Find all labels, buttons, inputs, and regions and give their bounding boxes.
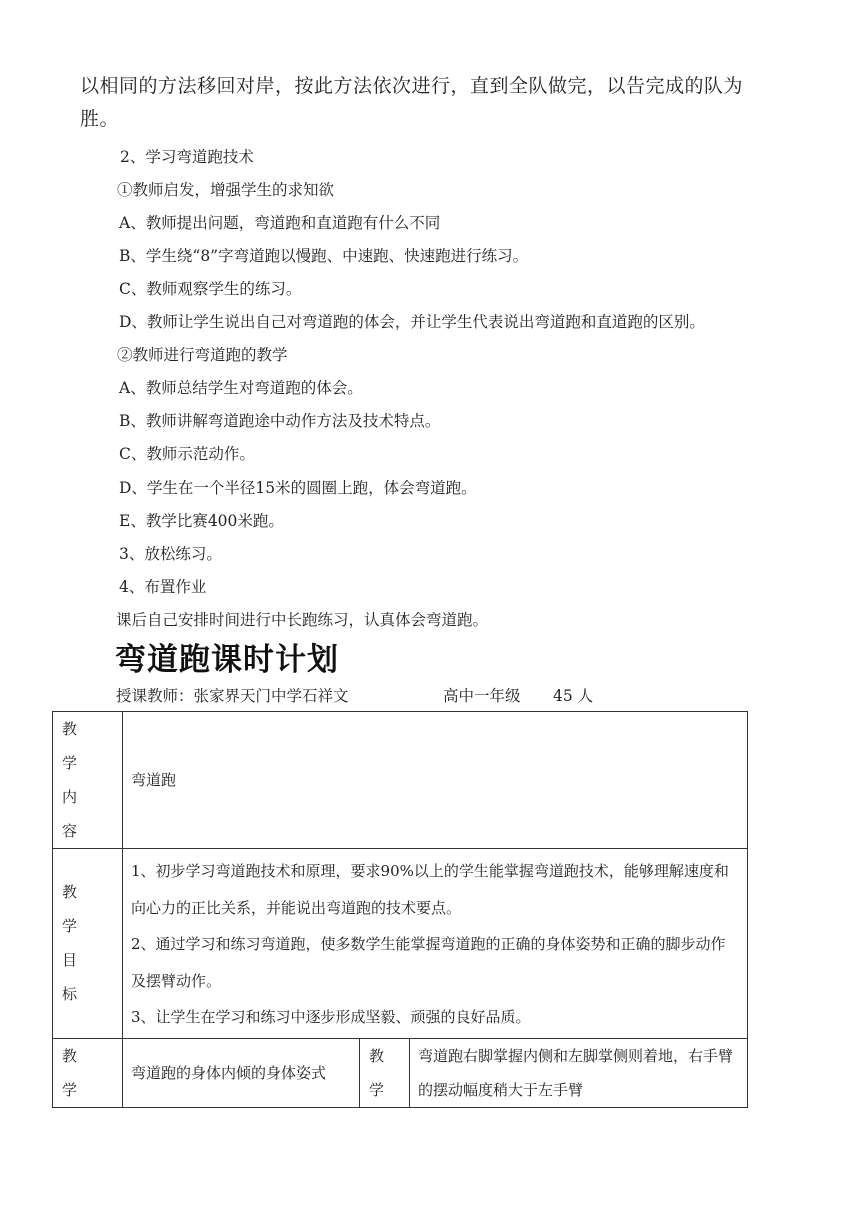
intro-paragraph: 以相同的方法移回对岸，按此方法依次进行，直到全队做完，以告完成的队为胜。	[80, 75, 744, 130]
label-char: 学	[62, 917, 78, 936]
text-line: 4、布置作业	[119, 578, 207, 596]
row3-value-left: 弯道跑的身体内倾的身体姿式	[123, 1038, 360, 1107]
text-line: D、学生在一个半径15米的圆圈上跑，体会弯道跑。	[119, 479, 477, 497]
label-char: 内	[62, 788, 78, 806]
row3-value-right: 弯道跑右脚掌握内侧和左脚掌侧则着地，右手臂的摆动幅度稍大于左手臂	[410, 1038, 748, 1107]
content-value: 弯道跑	[123, 712, 748, 849]
label-char: 教	[369, 1046, 385, 1065]
label-char: 教	[62, 720, 78, 738]
text-line: 2、学习弯道跑技术	[120, 148, 254, 166]
text-line: C、教师示范动作。	[119, 445, 255, 463]
text-line: ①教师启发，增强学生的求知欲	[117, 181, 335, 199]
goals-cell	[123, 849, 748, 1039]
goal-item: 3、让学生在学习和练习中逐步形成坚毅、顽强的良好品质。	[131, 1008, 531, 1026]
text-line: ②教师进行弯道跑的教学	[117, 346, 288, 364]
label-char: 教	[62, 883, 78, 902]
text-line: B、学生绕“8”字弯道跑以慢跑、中速跑、快速跑进行练习。	[119, 247, 529, 265]
goal-item: 2、通过学习和练习弯道跑，使多数学生能掌握弯道跑的正确的身体姿势和正确的脚步动作及摆臂动作。	[131, 935, 726, 990]
label-char: 目	[62, 951, 78, 970]
text-line: 课后自己安排时间进行中长跑练习，认真体会弯道跑。	[116, 611, 489, 629]
goal-item: 1、初步学习弯道跑技术和原理，要求90%以上的学生能掌握弯道跑技术，能够理解速度和向心力的正比关系，并能说出弯道跑的技术要点。	[131, 862, 729, 917]
table-row	[53, 1038, 748, 1107]
text-line: 3、放松练习。	[119, 545, 222, 563]
table-row	[53, 849, 748, 1039]
label-char: 学	[369, 1080, 385, 1099]
goal-label	[53, 849, 123, 1039]
text-line: C、教师观察学生的练习。	[119, 280, 302, 298]
grade-info: 高中一年级	[443, 687, 521, 705]
text-line: A、教师总结学生对弯道跑的体会。	[119, 379, 363, 397]
label-char: 教	[62, 1046, 78, 1065]
label-char: 容	[62, 822, 78, 840]
text-line: E、教学比赛400米跑。	[119, 512, 284, 530]
label-char: 学	[62, 1080, 78, 1099]
lesson-plan-table	[52, 711, 748, 1108]
student-count: 45 人	[553, 687, 594, 705]
text-line: A、教师提出问题，弯道跑和直道跑有什么不同	[119, 214, 441, 232]
plan-title: 弯道跑课时计划	[115, 642, 339, 678]
label-char: 学	[62, 754, 78, 772]
text-line: B、教师讲解弯道跑途中动作方法及技术特点。	[119, 412, 441, 430]
teacher-info: 授课教师：张家界天门中学石祥文	[116, 687, 349, 705]
row3-label-right	[360, 1038, 410, 1107]
content-label	[53, 712, 123, 849]
label-char: 标	[62, 985, 78, 1004]
row3-label-left	[53, 1038, 123, 1107]
text-line: D、教师让学生说出自己对弯道跑的体会，并让学生代表说出弯道跑和直道跑的区别。	[119, 313, 705, 331]
table-row	[53, 712, 748, 849]
